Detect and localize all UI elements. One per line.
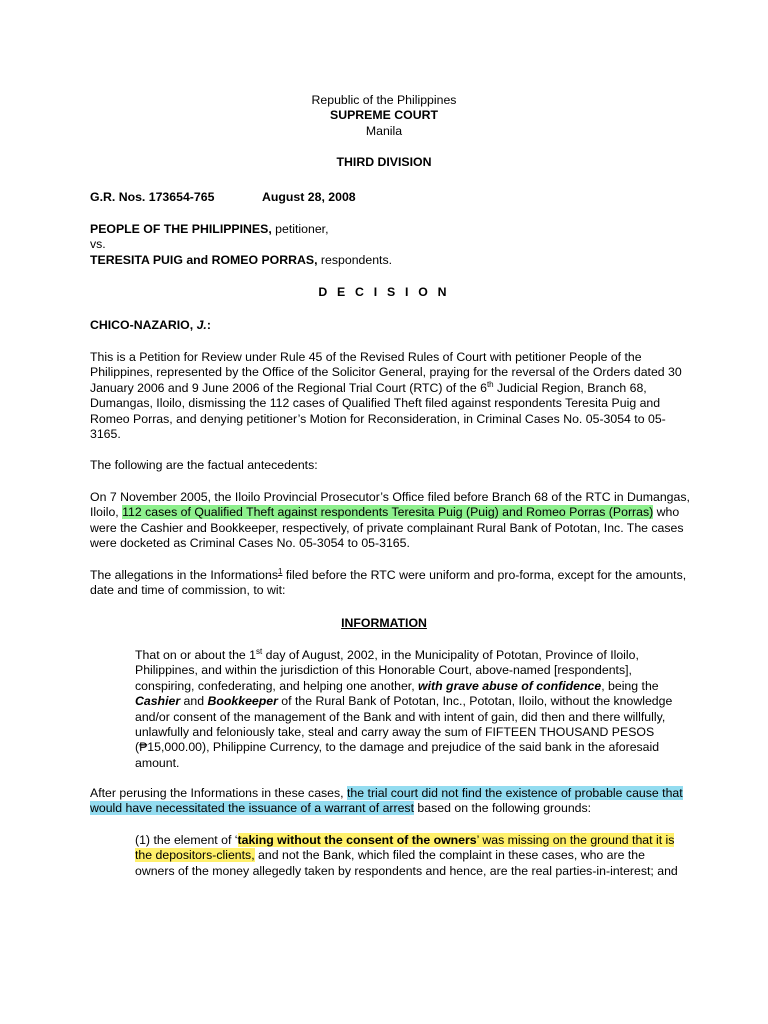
court-city: Manila [365,123,403,138]
republic-line: Republic of the Philippines [311,93,457,107]
court-header [90,93,678,139]
ponente: CHICO-NAZARIO, J.: [90,318,211,332]
highlight-yellow: ’ was missing on the ground that it is the depositors-clients, [135,833,675,863]
division-heading: THIRD DIVISION [336,155,432,169]
petitioner-line: PEOPLE OF THE PHILIPPINES, petitioner, [90,222,329,236]
gr-numbers: G.R. Nos. 173654-765 [90,190,215,204]
decision-date: August 28, 2008 [262,190,356,204]
footnote-ref[interactable]: 1 [277,566,283,576]
highlight-yellow-bold: taking without the consent of the owners [237,833,477,847]
highlight-blue: the trial court did not find the existence of probable cause that would have necessitated the issuance of a warrant of arrest [90,786,683,816]
parties [90,222,690,268]
court-name: SUPREME COURT [330,108,438,123]
versus: vs. [90,237,106,252]
paragraph-petition: This is a Petition for Review under Rule 45 of the Revised Rules of Court with petitioner People of the Philippines, represented by the Office of the Solicitor General, praying for the reversal of the Orders dated 30 January 2006 and 9 June 2006 of the Regional Trial Court (RTC) of the 6th Judicial Region, Branch 68, Dumangas, Iloilo, dismissing the 112 cases of Qualified Theft filed against respondents Teresita Puig and Romeo Porras, and denying petitioner’s Motion for Reconsideration, in Criminal Cases No. 05-3054 to 05-3165. [90,350,682,442]
decision-title: D E C I S I O N [318,285,450,299]
paragraph-allegations: The allegations in the Informations$^1$ filed before the RTC were uniform and pro-forma, except for the amounts, date and time of commission, to wit: [90,566,687,598]
information-text: That on or about the 1st day of August, 2002, in the Municipality of Pototan, Province of Iloilo, Philippines, and within the jurisdiction of this Honorable Court, above-named [respondents], conspiring, confederating, and helping one another, with grave abuse of confidence, being the Cashier and Bookkeeper of the Rural Bank of Pototan, Inc., Pototan, Iloilo, without the knowledge and/or consent of the management of the Bank and with intent of gain, did then and there willfully, unlawfully and feloniously take, steal and carry away the sum of FIFTEEN THOUSAND PESOS (₱15,000.00), Philippine Currency, to the damage and prejudice of the said bank in the aforesaid amount. [135,646,673,770]
ground-one: (1) the element of ‘taking without the consent of the owners’ was missing on the ground that it is the depositors-clients, and not the Bank, which filed the complaint in these cases, who are the owners of the money allegedly taken by respondents and hence, are the real parties-in-interest; and [135,833,678,878]
highlight-green: 112 cases of Qualified Theft against respondents Teresita Puig (Puig) and Romeo Porras (Porras) [122,505,654,520]
paragraph-trial-court: After perusing the Informations in these cases, the trial court did not find the existence of probable cause that would have necessitated the issuance of a warrant of arrest based on the following grounds: [90,786,683,816]
paragraph-antecedents-intro: The following are the factual antecedents: [90,458,318,472]
paragraph-filing: On 7 November 2005, the Iloilo Provincial Prosecutor’s Office filed before Branch 68 of the RTC in Dumangas, Iloilo, 112 cases of Qualified Theft against respondents Teresita Puig (Puig) and Romeo Porras (Porras) who were the Cashier and Bookkeeper, respectively, of private complainant Rural Bank of Pototan, Inc. The cases were docketed as Criminal Cases No. 05-3054 to 05-3165. [90,490,690,551]
respondents-line: TERESITA PUIG and ROMEO PORRAS, respondents. [90,252,393,267]
information-heading: INFORMATION [341,616,427,630]
case-number-line [90,190,690,205]
